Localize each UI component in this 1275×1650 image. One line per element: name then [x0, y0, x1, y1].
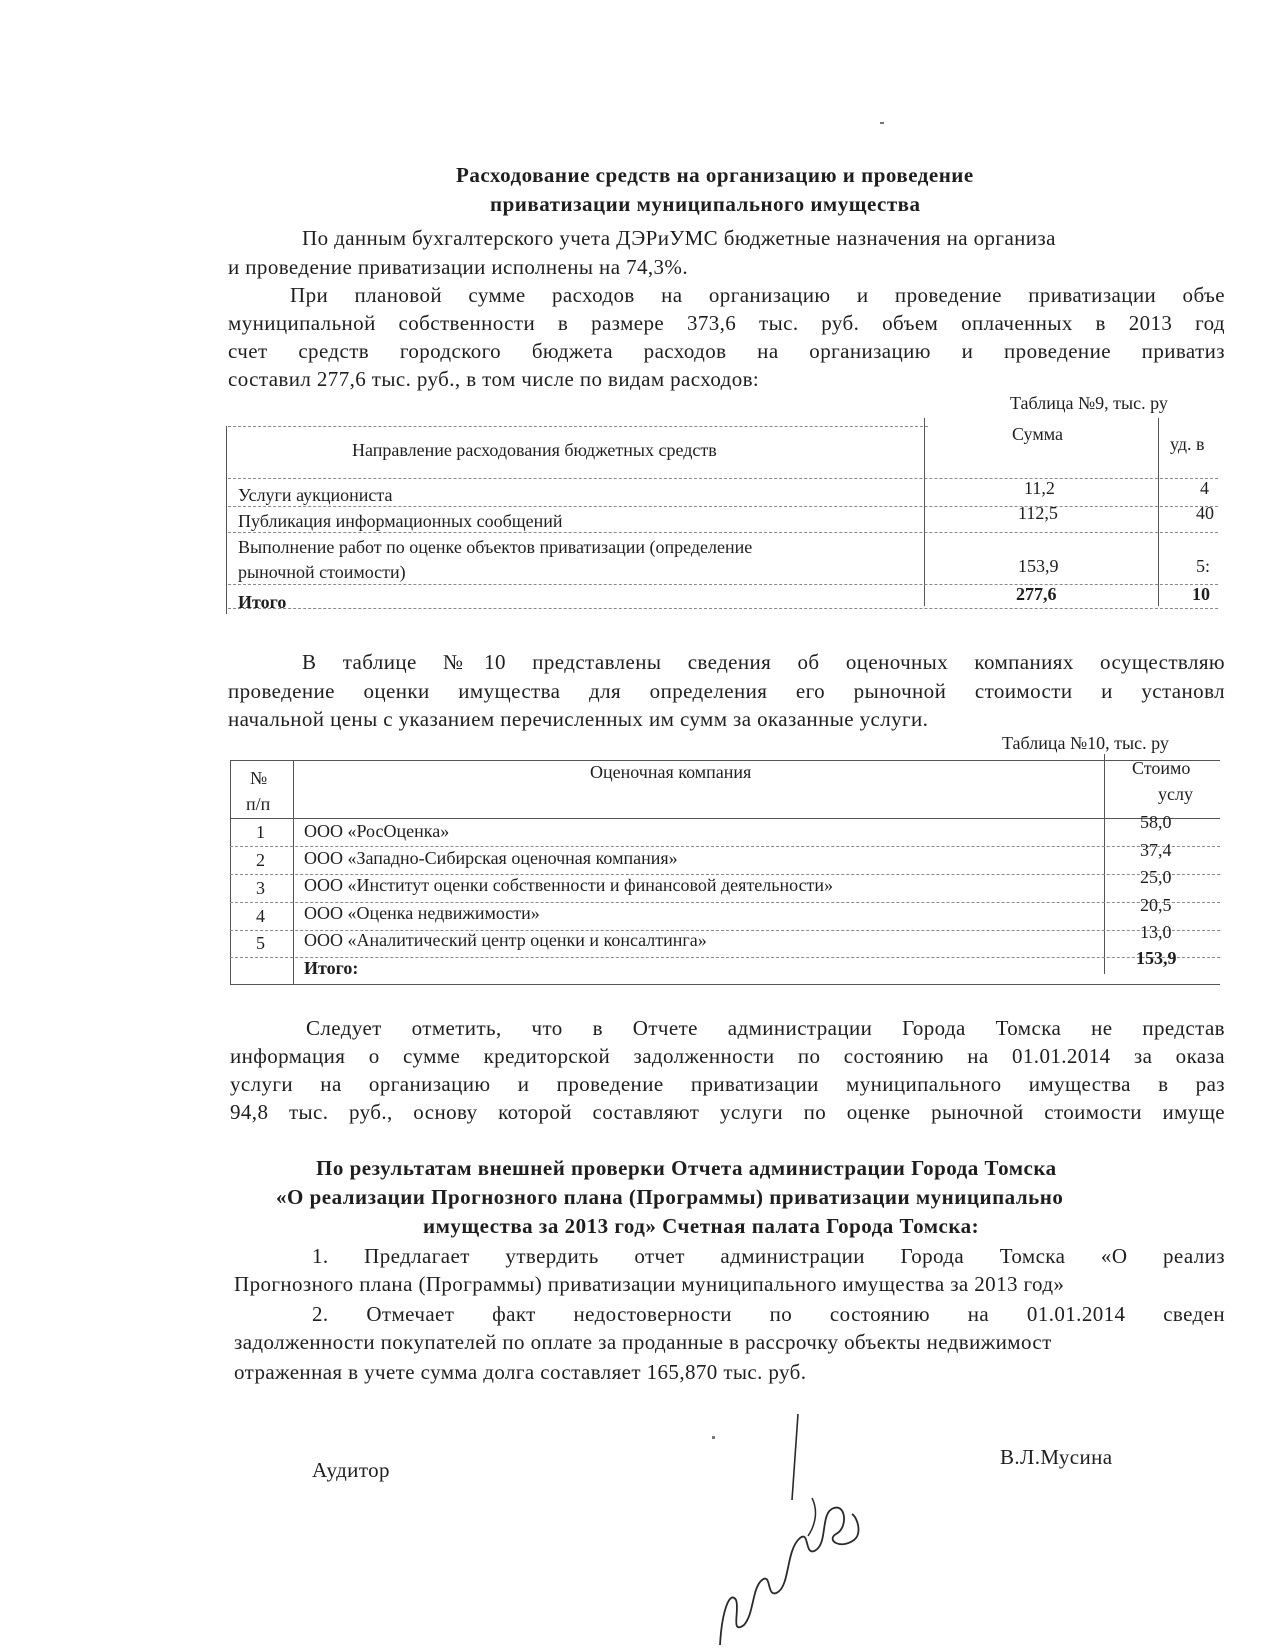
list-item-cont: Прогнозного плана (Программы) приватизации муниципального имущества за 2013 год» [234, 1272, 1065, 1296]
table9-total-sum: 277,6 [1016, 584, 1057, 604]
table10-header-cost: Стоимо [1132, 758, 1191, 778]
list-item: 1. Предлагает утвердить отчет администрации Города Томска «О реализ [312, 1244, 1225, 1268]
table10-row-num: 4 [256, 906, 265, 926]
list-item: 2. Отмечает факт недостоверности по состоянию на 01.01.2014 сведен [312, 1302, 1225, 1326]
paragraph-line: счет средств городского бюджета расходов на организацию и проведение приватиз [228, 339, 1225, 363]
table10-row-company: ООО «РосОценка» [304, 821, 450, 841]
conclusion-title-line2: «О реализации Прогнозного плана (Программы) приватизации муниципально [276, 1185, 1064, 1209]
table10-row-company: ООО «Институт оценки собственности и финансовой деятельности» [304, 875, 834, 895]
table9-total-share: 10 [1192, 584, 1210, 604]
table9-caption: Таблица №9, тыс. ру [1010, 393, 1168, 413]
table9-header-sum: Сумма [1012, 424, 1063, 444]
section-title-line1: Расходование средств на организацию и проведение [456, 163, 974, 187]
paragraph-line: проведение оценки имущества для определения его рыночной стоимости и установл [228, 679, 1225, 703]
paragraph-line: По данным бухгалтерского учета ДЭРиУМС бюджетные назначения на организа [302, 226, 1056, 250]
paragraph-line: При плановой сумме расходов на организацию и проведение приватизации объе [290, 283, 1225, 307]
section-title-line2: приватизации муниципального имущества [490, 192, 921, 216]
table9-row-name: Публикация информационных сообщений [238, 511, 563, 531]
table10-row-num: 5 [256, 933, 265, 953]
table10-row-num: 3 [256, 878, 265, 898]
table10-row-cost: 25,0 [1140, 867, 1172, 887]
table9-row-share: 5: [1196, 556, 1211, 576]
table10-total-cost: 153,9 [1136, 948, 1177, 968]
paragraph-line: начальной цены с указанием перечисленных им сумм за оказанные услуги. [228, 707, 929, 731]
handwritten-signature [700, 1400, 880, 1650]
table9-row-sum: 112,5 [1018, 503, 1058, 523]
conclusion-title-line3: имущества за 2013 год» Счетная палата Города Томска: [423, 1214, 980, 1238]
paragraph-line: и проведение приватизации исполнены на 74,3%. [228, 255, 688, 279]
paragraph-line: муниципальной собственности в размере 373,6 тыс. руб. объем оплаченных в 2013 год [228, 311, 1225, 335]
table10-row-cost: 37,4 [1140, 840, 1172, 860]
table10-header-cost-cont: услу [1158, 784, 1193, 804]
signature-name: В.Л.Мусина [1000, 1445, 1113, 1469]
table10-row-cost: 58,0 [1140, 812, 1172, 832]
list-item-cont: отраженная в учете сумма долга составляет 165,870 тыс. руб. [234, 1360, 807, 1384]
table10-row-num: 1 [256, 822, 265, 842]
table9-header-share: уд. в [1170, 434, 1205, 454]
paragraph-line: услуги на организацию и проведение приватизации муниципального имущества в раз [230, 1072, 1225, 1096]
scan-speck [880, 122, 884, 124]
table9-row-name: Услуги аукциониста [238, 485, 393, 505]
table9-row-share: 4 [1200, 478, 1209, 498]
table10-header-num: № [250, 768, 268, 788]
table9-row-sum: 153,9 [1018, 556, 1059, 576]
table9-row-share: 40 [1196, 503, 1214, 523]
table10-total-label: Итого: [304, 958, 359, 978]
table10-header-company: Оценочная компания [590, 762, 752, 782]
table9-row-name: Выполнение работ по оценке объектов приватизации (определение [238, 537, 753, 557]
table10-header-num-cont: п/п [246, 794, 271, 814]
table10-row-cost: 20,5 [1140, 895, 1172, 915]
signature-role: Аудитор [312, 1458, 390, 1482]
conclusion-title-line1: По результатам внешней проверки Отчета администрации Города Томска [316, 1156, 1057, 1180]
paragraph-line: составил 277,6 тыс. руб., в том числе по видам расходов: [228, 367, 760, 391]
table10-row-company: ООО «Аналитический центр оценки и консалтинга» [304, 930, 707, 950]
table10-row-company: ООО «Оценка недвижимости» [304, 903, 540, 923]
paragraph-line: 94,8 тыс. руб., основу которой составляют услуги по оценке рыночной стоимости имуще [230, 1100, 1225, 1124]
table10-caption: Таблица №10, тыс. ру [1002, 733, 1169, 753]
table10-row-company: ООО «Западно-Сибирская оценочная компания» [304, 848, 678, 868]
list-item-cont: задолженности покупателей по оплате за проданные в рассрочку объекты недвижимост [234, 1330, 1052, 1354]
paragraph-line: информация о сумме кредиторской задолженности по состоянию на 01.01.2014 за оказа [230, 1044, 1225, 1068]
table9-row-name-cont: рыночной стоимости) [238, 562, 406, 582]
table9-row-sum: 11,2 [1024, 478, 1055, 498]
table9-header-direction: Направление расходования бюджетных средств [352, 440, 717, 460]
paragraph-line: В таблице №10 представлены сведения об оценочных компаниях осуществляю [302, 650, 1225, 674]
table9-total-label: Итого [238, 592, 287, 612]
table10-row-num: 2 [256, 850, 265, 870]
table10-row-cost: 13,0 [1140, 922, 1172, 942]
paragraph-line: Следует отметить, что в Отчете администрации Города Томска не представ [306, 1016, 1225, 1040]
